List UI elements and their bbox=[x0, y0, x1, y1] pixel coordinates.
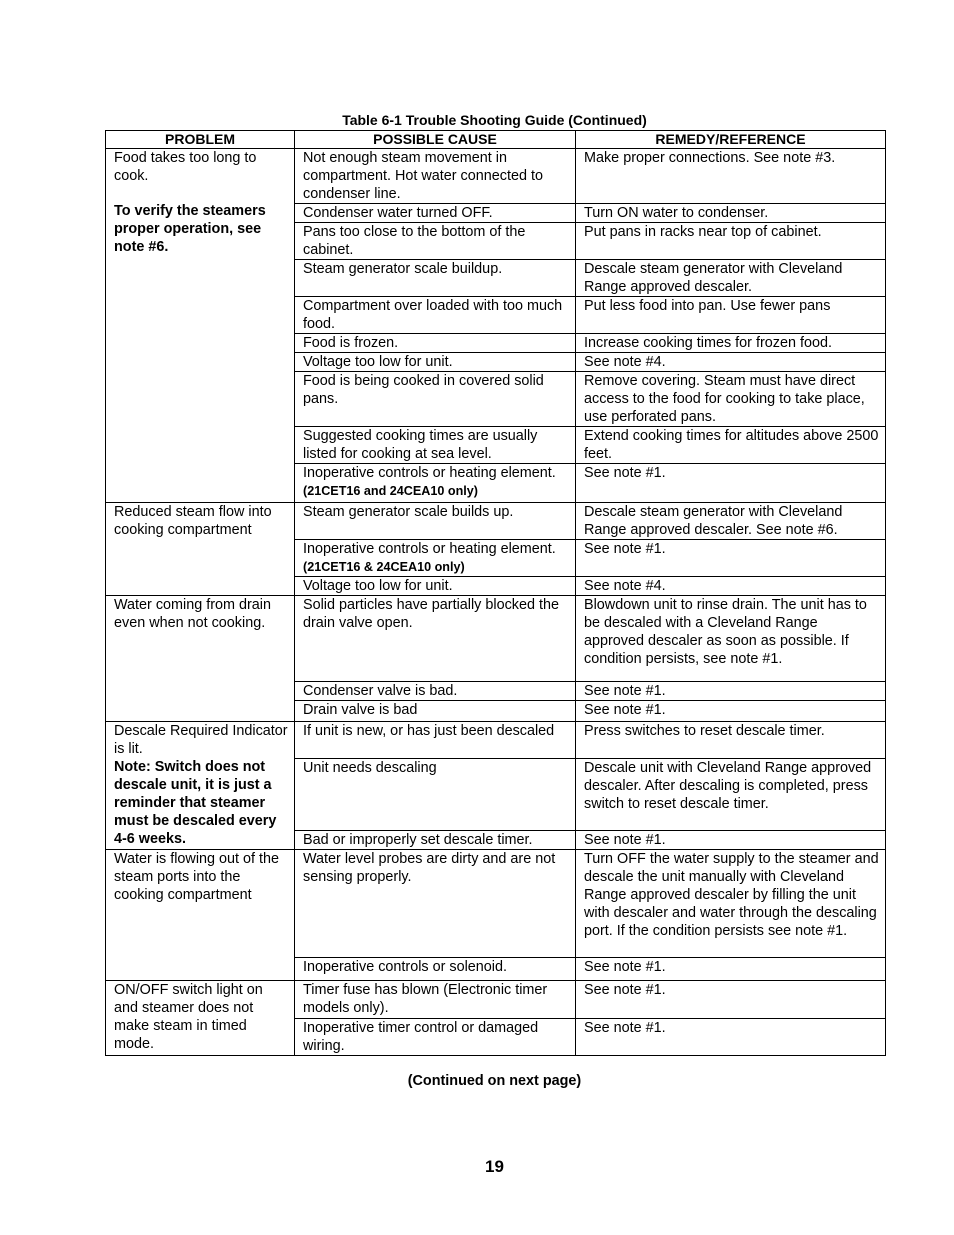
cause-text: Timer fuse has blown (Electronic timer models only). bbox=[303, 982, 548, 1016]
cause-text: Water level probes are dirty and are not sensing properly. bbox=[303, 851, 556, 885]
cause-cell bbox=[295, 297, 576, 334]
cause-cell bbox=[295, 1019, 576, 1056]
cause-cell bbox=[295, 503, 576, 540]
cause-text: Inoperative controls or heating element. bbox=[303, 541, 556, 557]
cause-cell bbox=[295, 334, 576, 353]
remedy-cell: See note #4. bbox=[576, 577, 886, 596]
cause-text: Solid particles have partially blocked the drain valve open. bbox=[303, 597, 559, 631]
cause-text: Drain valve is bad bbox=[303, 702, 418, 718]
cause-text: If unit is new, or has just been descaled bbox=[303, 723, 555, 739]
cause-text: Bad or improperly set descale timer. bbox=[303, 832, 533, 848]
cause-cell bbox=[295, 850, 576, 958]
model-note: (21CET16 and 24CEA10 only) bbox=[303, 484, 478, 498]
problem-text: ON/OFF switch light on and steamer does not make steam in timed mode. bbox=[114, 982, 263, 1052]
problem-cell bbox=[106, 722, 295, 850]
cause-text: Not enough steam movement in compartment. Hot water connected to condenser line. bbox=[303, 150, 543, 202]
problem-text: Water is flowing out of the steam ports into the cooking compartment bbox=[114, 851, 280, 903]
cause-text: Steam generator scale builds up. bbox=[303, 504, 514, 520]
cause-cell bbox=[295, 759, 576, 831]
problem-cell bbox=[106, 850, 295, 981]
cause-cell bbox=[295, 682, 576, 701]
header-problem: PROBLEM bbox=[106, 131, 295, 149]
page-number: 19 bbox=[485, 1157, 504, 1176]
remedy-cell: See note #1. bbox=[576, 701, 886, 722]
cause-text: Suggested cooking times are usually listed for cooking at sea level. bbox=[303, 428, 538, 462]
remedy-cell: Turn ON water to condenser. bbox=[576, 204, 886, 223]
remedy-cell: See note #1. bbox=[576, 464, 886, 503]
problem-cell bbox=[106, 149, 295, 503]
cause-text: Food is frozen. bbox=[303, 335, 399, 351]
continued-note: (Continued on next page) bbox=[407, 1073, 582, 1089]
problem-text: Food takes too long to cook. bbox=[114, 150, 257, 184]
cause-text: Food is being cooked in covered solid pans. bbox=[303, 373, 544, 407]
table-row bbox=[106, 596, 886, 682]
remedy-cell: See note #4. bbox=[576, 353, 886, 372]
cause-cell bbox=[295, 353, 576, 372]
table-row bbox=[106, 722, 886, 759]
cause-text: Pans too close to the bottom of the cabinet. bbox=[303, 224, 526, 258]
cause-cell bbox=[295, 372, 576, 427]
table-row bbox=[106, 981, 886, 1019]
problem-text: Reduced steam flow into cooking compartment bbox=[114, 504, 272, 538]
table-row bbox=[106, 503, 886, 540]
remedy-cell: See note #1. bbox=[576, 981, 886, 1019]
header-remedy: REMEDY/REFERENCE bbox=[576, 131, 886, 149]
remedy-cell: Blowdown unit to rinse drain. The unit has to be descaled with a Cleveland Range approved descaler as soon as possible. If condition persists, see note #1. bbox=[576, 596, 886, 682]
spacer bbox=[114, 185, 290, 202]
problem-text: Water coming from drain even when not cooking. bbox=[114, 597, 272, 631]
table-row bbox=[106, 850, 886, 958]
cause-cell bbox=[295, 981, 576, 1019]
cause-cell bbox=[295, 149, 576, 204]
cause-cell bbox=[295, 260, 576, 297]
table-body bbox=[106, 149, 886, 1056]
cause-text: Voltage too low for unit. bbox=[303, 578, 453, 594]
problem-text: Descale Required Indicator is lit. bbox=[114, 723, 288, 757]
table-title: Table 6-1 Trouble Shooting Guide (Continued) bbox=[342, 112, 647, 128]
cause-cell bbox=[295, 958, 576, 981]
cause-cell bbox=[295, 223, 576, 260]
remedy-cell: Remove covering. Steam must have direct access to the food for cooking to take place, use perforated pans. bbox=[576, 372, 886, 427]
problem-note: Note: Switch does not descale unit, it is just a reminder that steamer must be descaled every 4-6 weeks. bbox=[114, 759, 277, 847]
problem-cell bbox=[106, 981, 295, 1056]
header-row bbox=[106, 131, 886, 149]
remedy-cell: See note #1. bbox=[576, 831, 886, 850]
remedy-cell: See note #1. bbox=[576, 1019, 886, 1056]
cause-text: Inoperative timer control or damaged wiring. bbox=[303, 1020, 539, 1054]
model-note: (21CET16 & 24CEA10 only) bbox=[303, 560, 465, 574]
remedy-cell: Descale steam generator with Cleveland Range approved descaler. bbox=[576, 260, 886, 297]
header-cause: POSSIBLE CAUSE bbox=[295, 131, 576, 149]
cause-cell bbox=[295, 577, 576, 596]
cause-cell bbox=[295, 722, 576, 759]
remedy-cell: Put pans in racks near top of cabinet. bbox=[576, 223, 886, 260]
cause-text: Condenser water turned OFF. bbox=[303, 205, 493, 221]
remedy-cell: Press switches to reset descale timer. bbox=[576, 722, 886, 759]
cause-text: Voltage too low for unit. bbox=[303, 354, 453, 370]
cause-text: Inoperative controls or heating element. bbox=[303, 465, 556, 481]
cause-text: Condenser valve is bad. bbox=[303, 683, 458, 699]
remedy-cell: Extend cooking times for altitudes above 2500 feet. bbox=[576, 427, 886, 464]
remedy-cell: See note #1. bbox=[576, 540, 886, 577]
problem-cell bbox=[106, 596, 295, 722]
cause-cell bbox=[295, 831, 576, 850]
remedy-cell: See note #1. bbox=[576, 682, 886, 701]
remedy-cell: Turn OFF the water supply to the steamer and descale the unit manually with Cleveland Range approved descaler by filling the unit with descaler and water through the descaling port. If the condition persists see note #1. bbox=[576, 850, 886, 958]
cause-cell bbox=[295, 427, 576, 464]
cause-cell bbox=[295, 464, 576, 503]
remedy-cell: Put less food into pan. Use fewer pans bbox=[576, 297, 886, 334]
problem-note: To verify the steamers proper operation, see note #6. bbox=[114, 203, 266, 255]
table-row bbox=[106, 149, 886, 204]
cause-text: Compartment over loaded with too much food. bbox=[303, 298, 563, 332]
trouble-shooting-table bbox=[105, 130, 886, 1056]
problem-cell bbox=[106, 503, 295, 596]
cause-cell bbox=[295, 204, 576, 223]
remedy-cell: See note #1. bbox=[576, 958, 886, 981]
remedy-cell: Descale unit with Cleveland Range approved descaler. After descaling is completed, press switch to reset descale timer. bbox=[576, 759, 886, 831]
cause-text: Unit needs descaling bbox=[303, 760, 437, 776]
remedy-cell: Descale steam generator with Cleveland Range approved descaler. See note #6. bbox=[576, 503, 886, 540]
cause-cell bbox=[295, 540, 576, 577]
cause-text: Inoperative controls or solenoid. bbox=[303, 959, 507, 975]
cause-text: Steam generator scale buildup. bbox=[303, 261, 503, 277]
remedy-cell: Make proper connections. See note #3. bbox=[576, 149, 886, 204]
remedy-cell: Increase cooking times for frozen food. bbox=[576, 334, 886, 353]
cause-cell bbox=[295, 596, 576, 682]
cause-cell bbox=[295, 701, 576, 722]
